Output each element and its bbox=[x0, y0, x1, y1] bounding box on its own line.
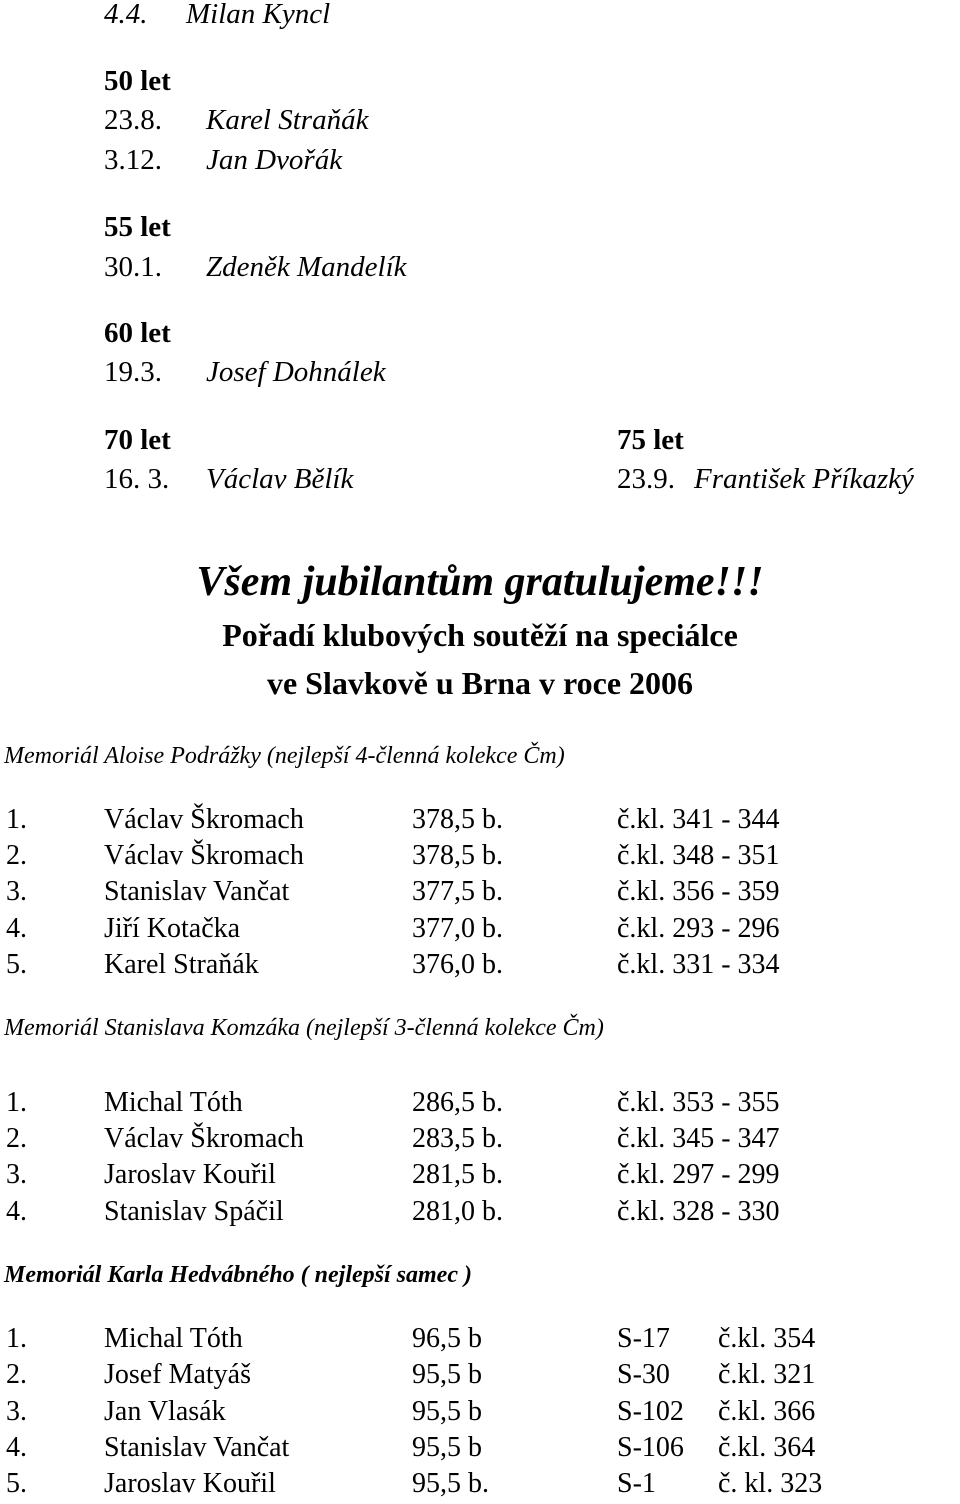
jubilee-date: 19.3. bbox=[104, 356, 162, 388]
competitor-name: Stanislav Vančat bbox=[104, 1432, 290, 1463]
jubilee-name: Karel Straňák bbox=[206, 104, 369, 136]
section-header bbox=[104, 0, 330, 29]
jubilee-name: Zdeněk Mandelík bbox=[206, 251, 407, 283]
points: 95,5 b bbox=[412, 1432, 482, 1463]
rank: 2. bbox=[6, 840, 27, 871]
breed-code: S-17 bbox=[617, 1323, 670, 1354]
jubilee-age-60: 60 let bbox=[104, 317, 171, 349]
memorial-title: Memoriál Karla Hedvábného ( nejlepší samec ) bbox=[4, 1262, 472, 1288]
cage-number: č.kl. 364 bbox=[718, 1432, 816, 1463]
cage-numbers: č.kl. 328 - 330 bbox=[617, 1196, 780, 1227]
rank: 4. bbox=[6, 1432, 27, 1463]
rank: 3. bbox=[6, 1159, 27, 1190]
congrats-heading: Všem jubilantům gratulujeme!!! bbox=[196, 559, 764, 605]
competitor-name: Karel Straňák bbox=[104, 949, 259, 980]
cage-numbers: č.kl. 293 - 296 bbox=[617, 913, 780, 944]
competitor-name: Jaroslav Kouřil bbox=[104, 1159, 276, 1190]
memorial-title: Memoriál Aloise Podrážky (nejlepší 4-členná kolekce Čm) bbox=[4, 743, 565, 769]
cage-numbers: č.kl. 297 - 299 bbox=[617, 1159, 780, 1190]
breed-code: S-102 bbox=[617, 1396, 684, 1427]
rank: 5. bbox=[6, 1468, 27, 1499]
points: 96,5 b bbox=[412, 1323, 482, 1354]
section-name: Milan Kyncl bbox=[186, 0, 331, 30]
jubilee-name: František Příkazký bbox=[694, 463, 914, 495]
points: 286,5 b. bbox=[412, 1087, 503, 1118]
rank: 3. bbox=[6, 876, 27, 907]
points: 95,5 b bbox=[412, 1396, 482, 1427]
rank: 5. bbox=[6, 949, 27, 980]
competitor-name: Václav Škromach bbox=[104, 840, 304, 871]
rank: 1. bbox=[6, 804, 27, 835]
section-number: 4.4. bbox=[104, 0, 148, 30]
jubilee-name: Jan Dvořák bbox=[206, 144, 343, 176]
points: 378,5 b. bbox=[412, 840, 503, 871]
jubilee-age-55: 55 let bbox=[104, 211, 171, 243]
jubilee-date: 3.12. bbox=[104, 144, 162, 176]
rank: 1. bbox=[6, 1087, 27, 1118]
jubilee-date: 30.1. bbox=[104, 251, 162, 283]
cage-numbers: č.kl. 341 - 344 bbox=[617, 804, 780, 835]
jubilee-age-50: 50 let bbox=[104, 65, 171, 97]
competitor-name: Václav Škromach bbox=[104, 1123, 304, 1154]
competitor-name: Jan Vlasák bbox=[104, 1396, 226, 1427]
rank: 2. bbox=[6, 1123, 27, 1154]
competitor-name: Michal Tóth bbox=[104, 1323, 243, 1354]
cage-numbers: č.kl. 345 - 347 bbox=[617, 1123, 780, 1154]
points: 378,5 b. bbox=[412, 804, 503, 835]
breed-code: S-30 bbox=[617, 1359, 670, 1390]
points: 95,5 b bbox=[412, 1359, 482, 1390]
jubilee-date: 23.9. bbox=[617, 463, 675, 495]
points: 95,5 b. bbox=[412, 1468, 489, 1499]
rank: 4. bbox=[6, 913, 27, 944]
jubilee-name: Josef Dohnálek bbox=[206, 356, 386, 388]
points: 376,0 b. bbox=[412, 949, 503, 980]
competitor-name: Stanislav Spáčil bbox=[104, 1196, 284, 1227]
breed-code: S-1 bbox=[617, 1468, 656, 1499]
results-title-line2: ve Slavkově u Brna v roce 2006 bbox=[266, 665, 694, 701]
points: 281,5 b. bbox=[412, 1159, 503, 1190]
cage-numbers: č.kl. 353 - 355 bbox=[617, 1087, 780, 1118]
jubilee-date: 23.8. bbox=[104, 104, 162, 136]
points: 281,0 b. bbox=[412, 1196, 503, 1227]
rank: 1. bbox=[6, 1323, 27, 1354]
points: 283,5 b. bbox=[412, 1123, 503, 1154]
competitor-name: Josef Matyáš bbox=[104, 1359, 251, 1390]
cage-number: č. kl. 323 bbox=[718, 1468, 823, 1499]
points: 377,5 b. bbox=[412, 876, 503, 907]
breed-code: S-106 bbox=[617, 1432, 684, 1463]
jubilee-date: 16. 3. bbox=[104, 463, 170, 495]
points: 377,0 b. bbox=[412, 913, 503, 944]
cage-numbers: č.kl. 348 - 351 bbox=[617, 840, 780, 871]
memorial-title: Memoriál Stanislava Komzáka (nejlepší 3-členná kolekce Čm) bbox=[4, 1015, 604, 1041]
rank: 2. bbox=[6, 1359, 27, 1390]
competitor-name: Jiří Kotačka bbox=[104, 913, 241, 944]
jubilee-age-75: 75 let bbox=[617, 424, 684, 456]
jubilee-name: Václav Bělík bbox=[206, 463, 354, 495]
rank: 4. bbox=[6, 1196, 27, 1227]
cage-number: č.kl. 366 bbox=[718, 1396, 816, 1427]
results-title-line1: Pořadí klubových soutěží na speciálce bbox=[222, 617, 738, 653]
rank: 3. bbox=[6, 1396, 27, 1427]
cage-numbers: č.kl. 356 - 359 bbox=[617, 876, 780, 907]
cage-number: č.kl. 354 bbox=[718, 1323, 816, 1354]
competitor-name: Michal Tóth bbox=[104, 1087, 243, 1118]
cage-number: č.kl. 321 bbox=[718, 1359, 816, 1390]
competitor-name: Václav Škromach bbox=[104, 804, 304, 835]
jubilee-age-70: 70 let bbox=[104, 424, 171, 456]
competitor-name: Stanislav Vančat bbox=[104, 876, 290, 907]
cage-numbers: č.kl. 331 - 334 bbox=[617, 949, 780, 980]
competitor-name: Jaroslav Kouřil bbox=[104, 1468, 276, 1499]
